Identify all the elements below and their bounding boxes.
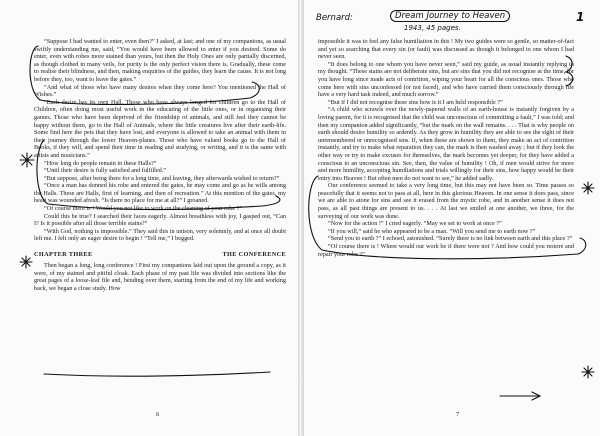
left-paragraph: “Suppose I had wanted to enter, even then?” I asked, at last; and one of my companions, as usual swiftly understanding me, said, “You would have been allowed to enter if you desired. Some do enter, even with robes more stained than yours, but then the Holy Ones are only partially discerned, as though clothed in many veils, for purity is the only perfect vision there is. Gradually, these come to realise their blindness, and then, making enquiries of the guides, they learn the cause. It is not long before they, too, want to leave the gates.” [34, 38, 286, 83]
right-paragraph: impossible it was to feel any false humiliation in this ! My two guides were so gentle, so matter-of-fact and yet so searching that every sin (or fault) was discussed as though it belonged to one whom I had never seen. [318, 38, 574, 61]
left-paragraph: Could this be true? I searched their faces eagerly. Almost breathless with joy, I gasped out, “Can I? Is it possible after all those terrible stains?” [34, 212, 286, 228]
right-page [304, 0, 600, 436]
left-page [0, 0, 298, 436]
right-paragraph: “But if I did not recognise these sins how is it I am held responsible ?” [328, 98, 503, 106]
handwritten-date: 1943, 45 pages. [404, 24, 461, 32]
right-paragraph: “Send you to earth ?” I echoed, astonished. “Surely there is no link between earth and this place ?” [328, 235, 573, 243]
right-paragraph: “It does belong to one whom you have never seen,” said my guide, as usual instantly replying to my thought. “These stains are not deliberate sins, but are sins that you did not recognise at the time, for you have long since made acts of contrition, wiping your heart for all the conscious ones. Those who come here with sins unconfessed (or not faced), and who have carried them consciously through life have a very hard task indeed, and much sorrow.” [318, 60, 574, 99]
left-paragraph: “How long do people remain in these Halls?” [44, 159, 157, 167]
left-paragraph: “Of course there is ! Would you not like to work on the cleaning of your robe ?” [44, 205, 243, 213]
chapter-title: THE CONFERENCE [222, 251, 286, 259]
right-paragraph: “A child who scrawls over the newly-papered walls of an earth-house is instantly forgiven by a loving parent, for it is recognised that the child was unconscious of committing a fault,” I was told; and then my companion added significantly, “but the mark on the wall remains. . . . That is why people on earth should desire humility so ardently. As they grow in humility they are able to see the sight of their unremembered or unrecognised sins. If, when these are shown to them, they make an act of contrition instantly, and try to make what reparation they can, the mark is then washed away ; but if they look the other way or try to make excuses for themselves, the mark becomes yet deeper, for they have added a conscious to an unconscious sin. See, then, the value of humility ! Oh, if men would strive for more and more humility, accepting humiliations and trials willingly for their sins, how happy would be their entry into Heaven ! But often men do not want to see,” he added sadly. [318, 106, 574, 182]
left-paragraph: “With God, nothing is impossible.” They said this in unison, very solemnly, and at once all doubt left me. I felt only an eager desire to begin ! “Tell me,” I begged. [34, 227, 286, 243]
left-paragraph: “But suppose, after being there for a long time, and leaving, they afterwards wished to return?” [44, 174, 280, 182]
right-paragraph: Our conference seemed to take a very long time, but this may not have been so. Time passes so peacefully that it seems not to pass at all, here in this glorious Heaven. In one sense it does pass, since we are able to atone for sins and see it erased from the mystic robe, and in another sense it does not pass, as all past things are present to us. . . . At last we smiled at one another, we three, for the surveying of our work was done. [318, 182, 574, 220]
left-paragraph: “Once a man has donned his robe and entered the gates, he may come and go as he wills among the Halls. These are Halls, first of learning, and then of recreation.” At this mention of the gates, my heart was wounded afresh. “Is there no place for me at all?” I groaned. [34, 182, 286, 205]
left-paragraph: “Until their desire is fully satisfied and fulfilled.” [44, 167, 166, 175]
right-paragraph: “Of course there is ! Where would our work be if there were not ? And how could you restore and repair your robe ?” [318, 243, 574, 258]
handwritten-title: Dream Journey to Heaven [390, 10, 510, 22]
chapter-opening-paragraph: Then began a long, long conference ! First my companions laid out upon the ground a copy, as it were, of my stained and pitiful cloak. Each phase of my past life was divided into sections like the great pages of a loose-leaf file and, bending over them, starting from the end of my life and working back, we began a close study. How [34, 262, 286, 292]
right-page-number: 7 [456, 411, 460, 418]
chapter-number: CHAPTER THREE [34, 251, 93, 259]
handwritten-author: Bernard: [316, 13, 353, 23]
left-paragraph: “Each desire has its own Hall. Those who have always longed for children go to the Hall of Children, often doing most useful work in the educating of the little ones, or in organising their games. Those who have been deprived of the friendship of animals, and still feel they cannot be happy without them, go to the Hall of Animals, where the little creatures live after their earth-life. Some find here the pets that they have lost, and everyone is allowed to take an animal with them in their journey through the lower Heaven-planes. Those who have valued books go to the Hall of Books, if they will, and spend their time in reading and studying, or writing, and it is the same with artists and musicians.” [34, 98, 286, 159]
handwritten-page-mark: 1 [576, 10, 585, 24]
left-page-number: 6 [156, 411, 160, 418]
chapter-heading [34, 251, 286, 258]
left-paragraph: “And what of those who have many desires when they come here? You mentioned the Hall of Wishes.” [34, 83, 286, 99]
right-paragraph: “If you will,” said he who appeared to be a man. “Will you send me to earth now ?” [328, 227, 536, 235]
right-paragraph: “Now for the action !” I cried eagerly. “May we set to work at once ?” [328, 220, 502, 228]
